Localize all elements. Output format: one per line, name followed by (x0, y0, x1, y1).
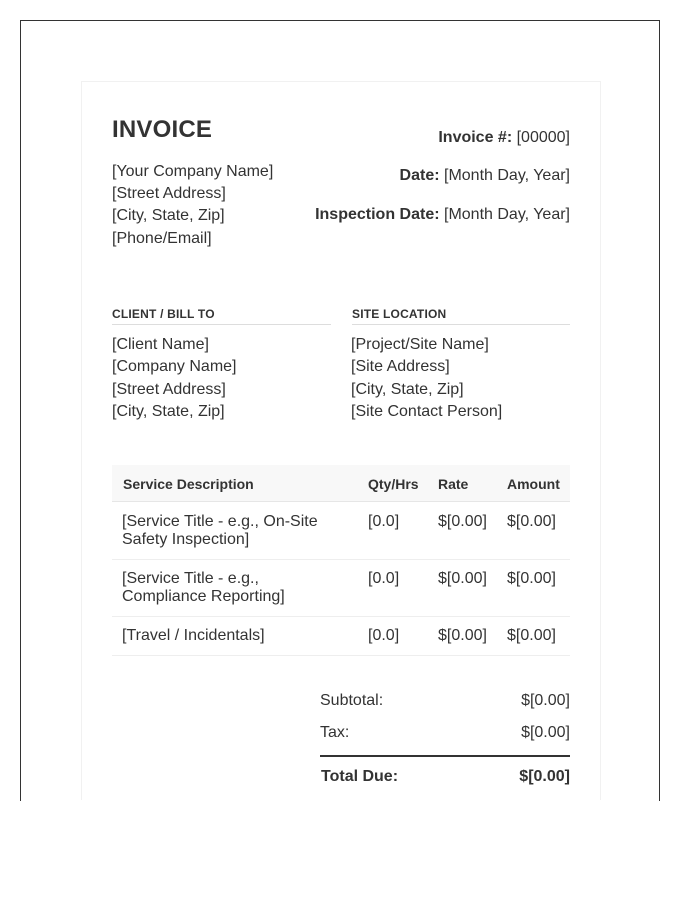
tax-label: Tax: (320, 724, 350, 741)
row1-description-line2: Safety Inspection] (122, 531, 250, 548)
subtotal-value: $[0.00] (521, 692, 570, 709)
invoice-number-label: Invoice #: (438, 129, 513, 146)
row3-amount: $[0.00] (507, 627, 556, 644)
site-address: [Site Address] (351, 358, 450, 375)
row1-qty: [0.0] (368, 513, 400, 530)
col-header-description: Service Description (123, 476, 254, 492)
invoice-number-line (438, 129, 570, 147)
row-divider (112, 559, 570, 560)
row1-amount: $[0.00] (507, 513, 556, 530)
invoice-title: INVOICE (112, 116, 213, 143)
row3-description: [Travel / Incidentals] (122, 627, 265, 644)
company-contact: [Phone/Email] (112, 230, 212, 247)
client-heading: CLIENT / BILL TO (112, 307, 331, 325)
company-street: [Street Address] (112, 185, 226, 202)
site-city: [City, State, Zip] (351, 381, 464, 398)
invoice-number-value: [00000] (516, 129, 570, 146)
row1-rate: $[0.00] (438, 513, 487, 530)
row2-amount: $[0.00] (507, 570, 556, 587)
row3-qty: [0.0] (368, 627, 400, 644)
total-due-label: Total Due: (321, 768, 399, 785)
client-city: [City, State, Zip] (112, 403, 225, 420)
company-city: [City, State, Zip] (112, 207, 225, 224)
invoice-date-value: [Month Day, Year] (444, 167, 570, 184)
row3-rate: $[0.00] (438, 627, 487, 644)
site-heading: SITE LOCATION (352, 307, 570, 325)
col-header-amount: Amount (507, 476, 560, 492)
inspection-date-value: [Month Day, Year] (444, 206, 570, 223)
inspection-date-label: Inspection Date: (315, 206, 440, 223)
total-due-value: $[0.00] (519, 768, 570, 785)
company-name: [Your Company Name] (112, 163, 274, 180)
totals-divider (320, 755, 570, 757)
row2-rate: $[0.00] (438, 570, 487, 587)
tax-value: $[0.00] (521, 724, 570, 741)
client-company: [Company Name] (112, 358, 237, 375)
invoice-date-label: Date: (399, 167, 440, 184)
client-name: [Client Name] (112, 336, 209, 353)
row-divider (112, 655, 570, 656)
row2-qty: [0.0] (368, 570, 400, 587)
row2-description-line2: Compliance Reporting] (122, 588, 285, 605)
col-header-rate: Rate (438, 476, 469, 492)
site-contact: [Site Contact Person] (351, 403, 503, 420)
row-divider (112, 616, 570, 617)
col-header-qty: Qty/Hrs (368, 476, 419, 492)
invoice-date-line (400, 167, 570, 185)
row1-description-line1: [Service Title - e.g., On-Site (122, 513, 318, 530)
site-project-name: [Project/Site Name] (351, 336, 489, 353)
inspection-date-line (315, 206, 570, 224)
client-street: [Street Address] (112, 381, 226, 398)
subtotal-label: Subtotal: (320, 692, 384, 709)
row2-description-line1: [Service Title - e.g., (122, 570, 259, 587)
